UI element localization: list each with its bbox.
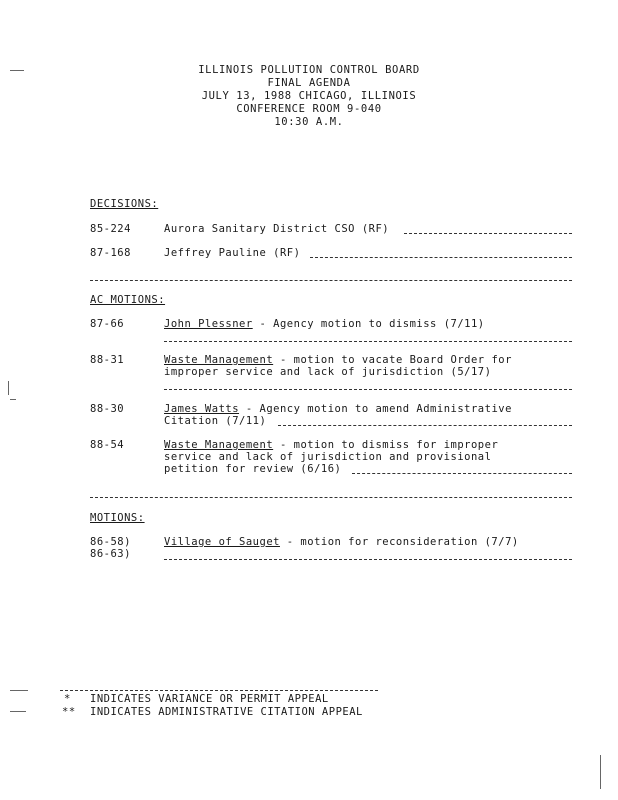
scan-speck (600, 755, 601, 789)
motion-description-cont: petition for review (6/16) (164, 463, 342, 475)
motion-description: - motion to dismiss for improper (273, 439, 499, 451)
leader-line (352, 473, 572, 474)
motion-description-cont: Citation (7/11) (164, 415, 267, 427)
ac-motion-text (164, 439, 498, 451)
motion-number: 86-63) (90, 548, 131, 560)
motion-description: - Agency motion to dismiss (7/11) (252, 318, 485, 330)
party-name: Village of Sauget (164, 536, 280, 548)
footnote-text: INDICATES ADMINISTRATIVE CITATION APPEAL (90, 706, 363, 718)
motion-description-cont: improper service and lack of jurisdiction (5/17) (164, 366, 492, 378)
motion-number: 86-58) (90, 536, 131, 548)
ac-motion-text (164, 354, 512, 366)
leader-line (164, 389, 572, 390)
motion-description: - motion for reconsideration (7/7) (279, 536, 519, 548)
meeting-date-location: JULY 13, 1988 CHICAGO, ILLINOIS (201, 90, 417, 102)
meeting-time: 10:30 A.M. (274, 116, 344, 128)
ac-motion-text (164, 403, 512, 415)
decision-item-text: Aurora Sanitary District CSO (RF) (164, 223, 390, 235)
scan-speck (10, 711, 26, 712)
footnote-rule (60, 690, 378, 691)
leader-line (164, 559, 572, 560)
motion-description: - Agency motion to amend Administrative (239, 403, 512, 415)
ac-motion-number: 88-54 (90, 439, 125, 451)
board-name: ILLINOIS POLLUTION CONTROL BOARD (198, 64, 420, 76)
leader-line (164, 341, 572, 342)
section-divider (90, 497, 572, 498)
decision-item-number: 87-168 (90, 247, 131, 259)
scan-speck (8, 381, 9, 395)
ac-motions-heading: AC MOTIONS: (90, 294, 166, 306)
decision-item-number: 85-224 (90, 223, 131, 235)
ac-motion-number: 87-66 (90, 318, 125, 330)
motion-description-cont: service and lack of jurisdiction and provisional (164, 451, 492, 463)
party-name: John Plessner (164, 318, 253, 330)
motion-text (164, 536, 519, 548)
section-divider (90, 280, 572, 281)
leader-line (310, 257, 572, 258)
motions-heading: MOTIONS: (90, 512, 145, 524)
leader-line (278, 425, 572, 426)
party-name: Waste Management (164, 354, 274, 366)
ac-motion-text (164, 318, 485, 330)
scan-speck (10, 399, 16, 400)
party-name: James Watts (164, 403, 240, 415)
ac-motion-number: 88-31 (90, 354, 125, 366)
footnote-symbol: * (64, 693, 71, 705)
leader-line (404, 233, 572, 234)
footnote-text: INDICATES VARIANCE OR PERMIT APPEAL (90, 693, 329, 705)
decision-item-text: Jeffrey Pauline (RF) (164, 247, 301, 259)
meeting-room: CONFERENCE ROOM 9-040 (236, 103, 382, 115)
agenda-title: FINAL AGENDA (267, 77, 351, 89)
footnote-symbol: ** (62, 706, 76, 718)
decisions-heading: DECISIONS: (90, 198, 159, 210)
party-name: Waste Management (164, 439, 274, 451)
scan-speck (10, 690, 28, 691)
motion-description: - motion to vacate Board Order for (273, 354, 512, 366)
ac-motion-number: 88-30 (90, 403, 125, 415)
